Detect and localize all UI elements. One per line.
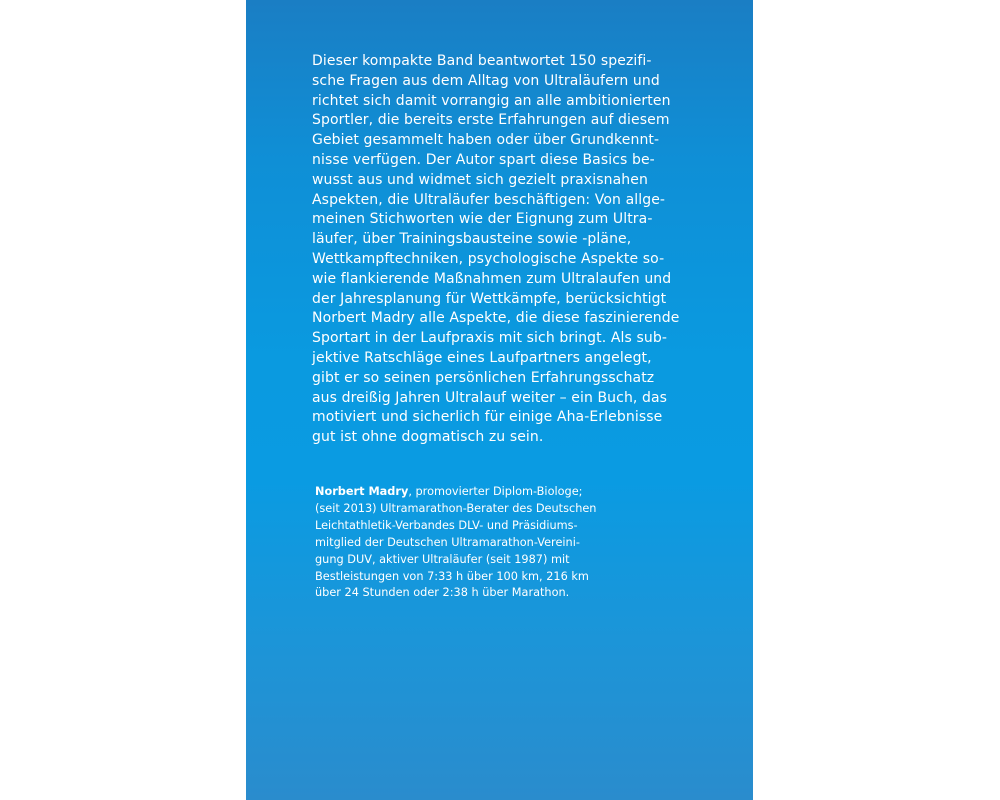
blurb-line: Norbert Madry alle Aspekte, die diese faszinierende <box>312 310 680 327</box>
blurb-line: aus dreißig Jahren Ultralauf weiter – ein Buch, das <box>312 389 668 406</box>
bio-line <box>315 484 645 501</box>
blurb-line: Sportart in der Laufpraxis mit sich bringt. Als sub- <box>312 330 667 347</box>
blurb-line: nisse verfügen. Der Autor spart diese Basics be- <box>312 151 655 168</box>
bio-line: Leichtathletik-Verbandes DLV- und Präsidiums- <box>315 518 578 532</box>
blurb-line: der Jahresplanung für Wettkämpfe, berücksichtigt <box>312 290 667 307</box>
blurb-text <box>312 52 702 448</box>
blurb-line: sche Fragen aus dem Alltag von Ultraläufern und <box>312 72 660 89</box>
blurb-line: läufer, über Trainingsbausteine sowie -pläne, <box>312 231 632 248</box>
blurb-line: meinen Stichworten wie der Eignung zum Ultra- <box>312 211 653 228</box>
bio-line: gung DUV, aktiver Ultraläufer (seit 1987) mit <box>315 552 570 566</box>
bio-line: Bestleistungen von 7:33 h über 100 km, 216 km <box>315 569 589 583</box>
blurb-line: Sportler, die bereits erste Erfahrungen auf diesem <box>312 112 670 129</box>
bio-line: über 24 Stunden oder 2:38 h über Marathon. <box>315 586 570 600</box>
bio-first-line-rest: , promovierter Diplom-Biologe; <box>408 485 583 498</box>
author-bio <box>315 484 645 602</box>
blurb-line: gut ist ohne dogmatisch zu sein. <box>312 429 544 446</box>
blurb-line: richtet sich damit vorrangig an alle ambitionierten <box>312 92 671 109</box>
blurb-line: Aspekten, die Ultraläufer beschäftigen: Von allge- <box>312 191 666 208</box>
blurb-line: Gebiet gesammelt haben oder über Grundkennt- <box>312 132 660 149</box>
author-name: Norbert Madry <box>315 485 409 498</box>
blurb-line: Wettkampftechniken, psychologische Aspekte so- <box>312 250 665 267</box>
blurb-line: Dieser kompakte Band beantwortet 150 spezifi- <box>312 53 652 69</box>
blurb-line: wie flankierende Maßnahmen zum Ultralaufen und <box>312 270 672 287</box>
blurb-line: gibt er so seinen persönlichen Erfahrungsschatz <box>312 369 655 386</box>
book-back-cover <box>246 0 753 800</box>
blurb-line: jektive Ratschläge eines Laufpartners angelegt, <box>312 349 652 366</box>
bio-line: (seit 2013) Ultramarathon-Berater des Deutschen <box>315 501 597 515</box>
blurb-line: motiviert und sicherlich für einige Aha-Erlebnisse <box>312 409 663 426</box>
blurb-line: wusst aus und widmet sich gezielt praxisnahen <box>312 171 648 188</box>
bio-line: mitglied der Deutschen Ultramarathon-Vereini- <box>315 535 580 549</box>
